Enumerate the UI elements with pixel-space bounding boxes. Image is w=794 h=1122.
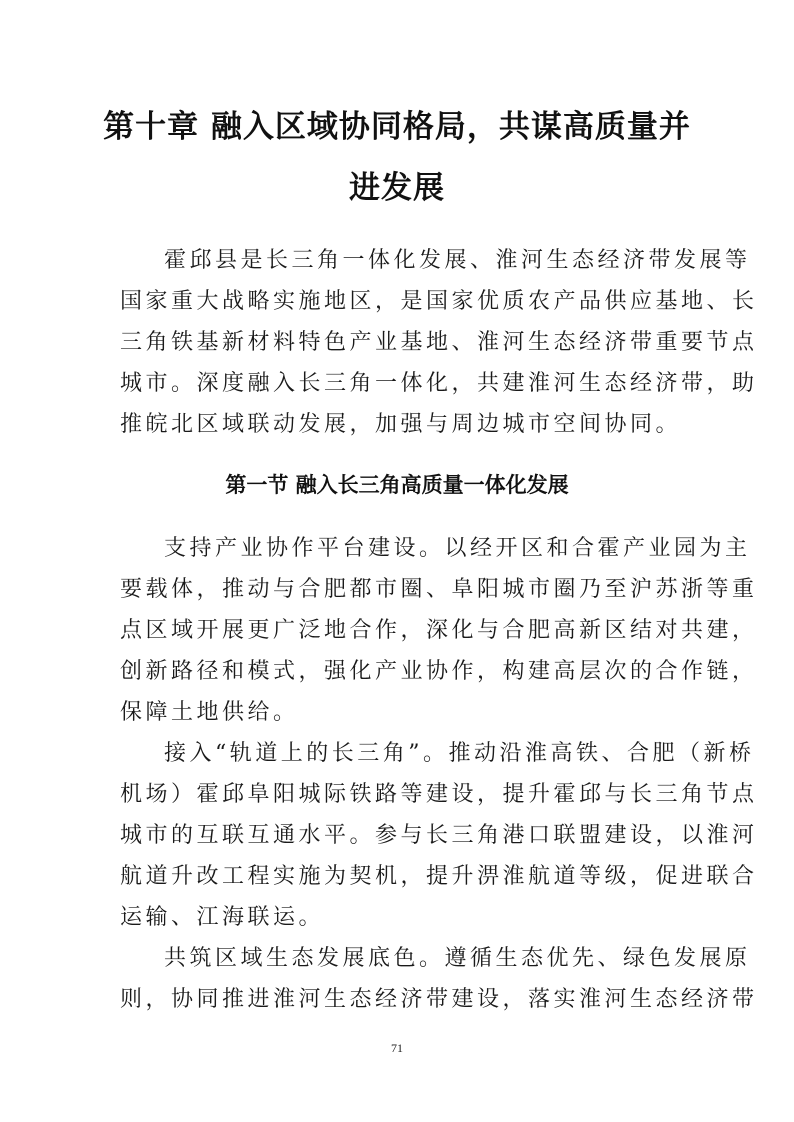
text-line: 点区域开展更广泛地合作，深化与合肥高新区结对共建， — [120, 618, 758, 643]
paragraph-industry-platform — [120, 528, 758, 733]
text-line: 要载体，推动与合肥都市圈、阜阳城市圈乃至沪苏浙等重 — [120, 577, 758, 602]
text-line: 运输、江海联运。 — [120, 905, 325, 930]
text-line: 城市。深度融入长三角一体化，共建淮河生态经济带，助 — [120, 371, 758, 396]
text-line: 三角铁基新材料特色产业基地、淮河生态经济带重要节点 — [120, 330, 758, 355]
text-line: 创新路径和模式，强化产业协作，构建高层次的合作链， — [120, 659, 758, 684]
text-line: 航道升改工程实施为契机，提升淠淮航道等级，促进联合 — [120, 864, 758, 889]
page-number: 71 — [391, 1041, 403, 1055]
text-line: 保障土地供给。 — [120, 700, 299, 725]
text-line: 霍邱县是长三角一体化发展、淮河生态经济带发展等 — [164, 248, 751, 273]
text-line: 国家重大战略实施地区，是国家优质农产品供应基地、长 — [120, 289, 758, 314]
paragraph-rail-connection — [120, 733, 758, 938]
text-line: 支持产业协作平台建设。以经开区和合霍产业园为主 — [164, 536, 751, 561]
chapter-title-line-1: 第十章 融入区域协同格局，共谋高质量并 — [103, 109, 691, 145]
text-line: 城市的互联互通水平。参与长三角港口联盟建设，以淮河 — [120, 823, 758, 848]
text-line: 推皖北区域联动发展，加强与周边城市空间协同。 — [120, 412, 682, 437]
text-line: 机场）霍邱阜阳城际铁路等建设，提升霍邱与长三角节点 — [120, 782, 758, 807]
text-line: 接入“轨道上的长三角”。推动沿淮高铁、合肥（新桥 — [164, 741, 755, 766]
text-line: 则，协同推进淮河生态经济带建设，落实淮河生态经济带 — [120, 987, 758, 1012]
intro-paragraph — [120, 240, 758, 445]
text-line: 共筑区域生态发展底色。遵循生态优先、绿色发展原 — [164, 946, 751, 971]
chapter-title-line-2: 进发展 — [349, 170, 445, 206]
section-title: 第一节 融入长三角高质量一体化发展 — [225, 473, 569, 497]
paragraph-ecology — [120, 938, 758, 1020]
